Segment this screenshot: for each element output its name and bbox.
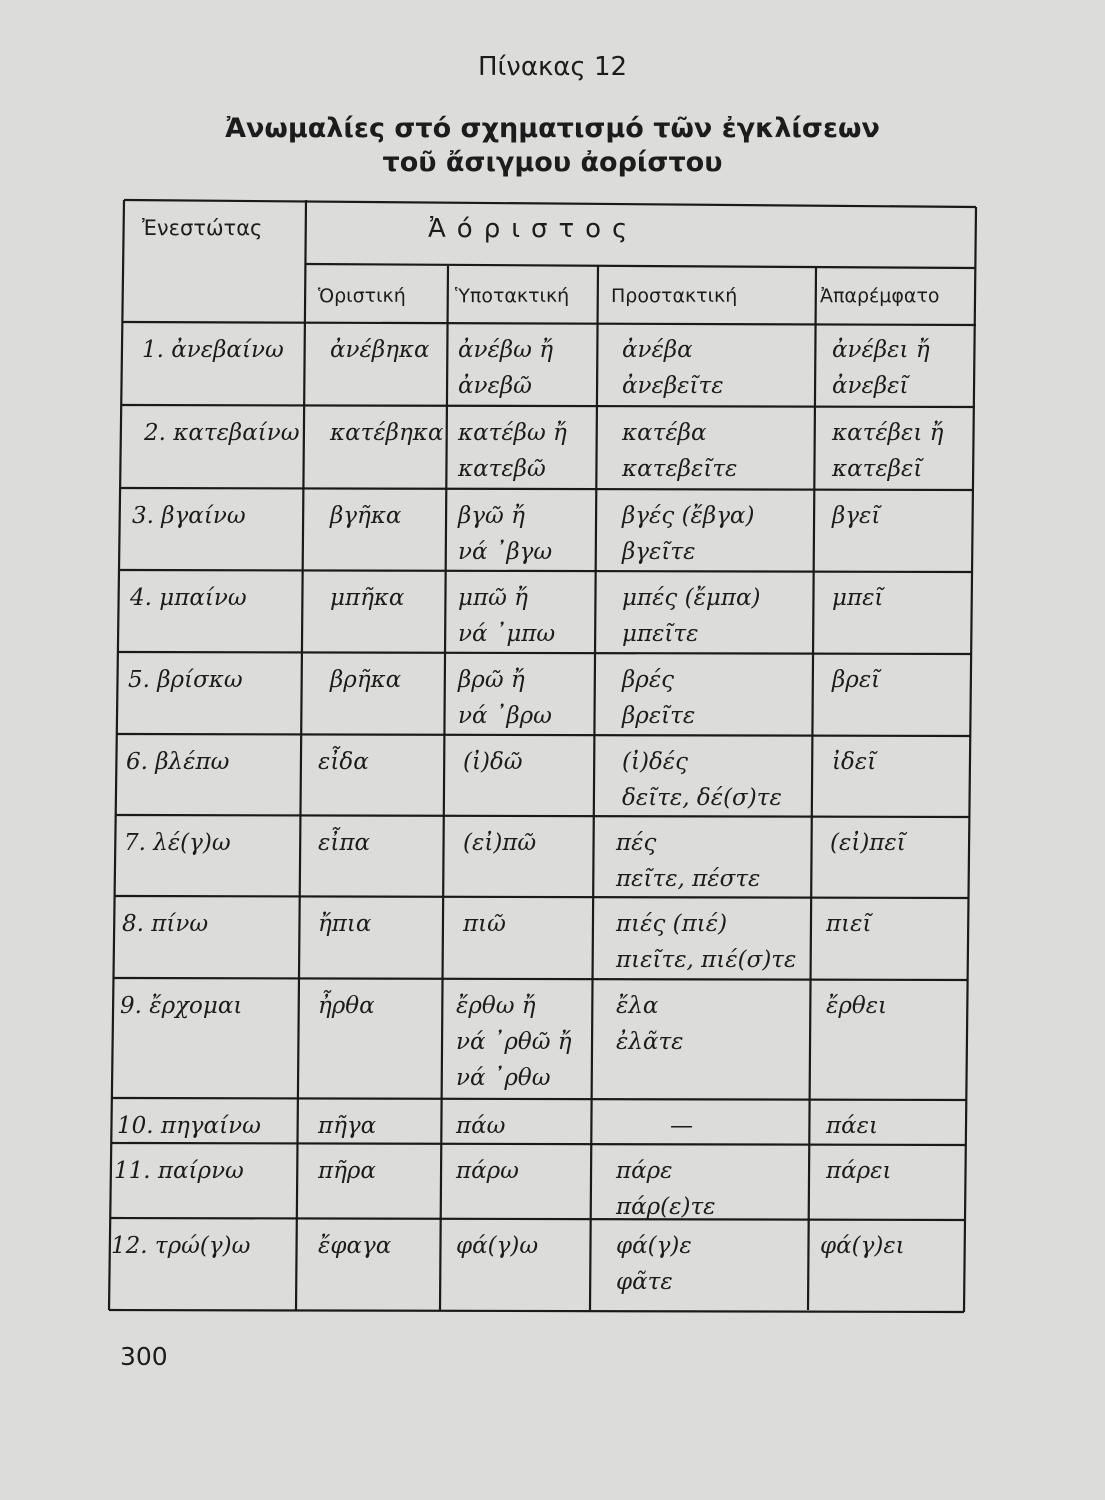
table-border-top: [124, 200, 976, 207]
cell-indicative: πῆγα: [318, 1113, 377, 1139]
cell-subjunctive: νά ᾿βρω: [458, 703, 552, 729]
cell-indicative: πῆρα: [318, 1158, 376, 1184]
cell-subjunctive: νά ᾿μπω: [458, 621, 556, 647]
cell-imperative: πεῖτε, πέστε: [616, 866, 761, 892]
cell-imperative: βρές: [622, 667, 675, 693]
cell-imperative: πάρε: [616, 1158, 673, 1184]
cell-subjunctive: νά ᾿βγω: [458, 539, 553, 565]
cell-imperative: πές: [616, 830, 657, 856]
header-bottom-line: [122, 322, 976, 325]
row-divider: [120, 570, 973, 572]
cell-infinitive: φά(γ)ει: [820, 1233, 905, 1259]
cell-subjunctive: πάω: [456, 1113, 506, 1139]
cell-present: 9. ἔρχομαι: [120, 993, 243, 1019]
table-border-bottom: [109, 1310, 964, 1312]
cell-infinitive: πάρει: [826, 1158, 892, 1184]
cell-imperative: ἀνέβα: [622, 337, 693, 363]
cell-indicative: ἔφαγα: [318, 1233, 392, 1259]
cell-infinitive: (εἰ)πεῖ: [830, 830, 906, 856]
cell-infinitive: πιεῖ: [826, 911, 872, 937]
cell-indicative: ἀνέβηκα: [330, 337, 430, 363]
row-divider: [114, 978, 968, 980]
cell-present: 5. βρίσκω: [128, 667, 243, 693]
cell-infinitive: κατεβεῖ: [832, 456, 923, 482]
title-line-1: Ἀνωμαλίες στό σχηματισμό τῶν ἐγκλίσεων: [225, 113, 880, 144]
row-divider: [118, 652, 972, 654]
cell-imperative: μπές (ἔμπα): [622, 585, 761, 611]
cell-subjunctive: πιῶ: [463, 911, 506, 937]
cell-present: 8. πίνω: [122, 911, 209, 937]
header-infinitive: Ἀπαρέμφατο: [820, 285, 940, 307]
header-present: Ἐνεστώτας: [142, 216, 263, 240]
cell-subjunctive: νά ᾿ρθω: [456, 1065, 551, 1091]
cell-imperative: δεῖτε, δέ(σ)τε: [622, 785, 782, 811]
row-divider: [122, 405, 975, 407]
cell-subjunctive: βρῶ ἤ: [458, 667, 525, 693]
cell-imperative: φά(γ)ε: [616, 1233, 692, 1259]
cell-imperative: κατεβεῖτε: [622, 456, 738, 482]
cell-indicative: βγῆκα: [330, 503, 402, 529]
cell-subjunctive: ἀνέβω ἤ: [458, 337, 553, 363]
cell-infinitive: ἀνεβεῖ: [832, 373, 909, 399]
cell-imperative: πιεῖτε, πιέ(σ)τε: [616, 947, 797, 973]
row-divider: [117, 734, 971, 736]
cell-present: 12. τρώ(γ)ω: [111, 1233, 251, 1259]
col-divider-subjunctive: [590, 266, 598, 1310]
cell-infinitive: βγεῖ: [832, 503, 881, 529]
cell-imperative: πιές (πιέ): [616, 911, 728, 937]
header-subjunctive: Ὑποτακτική: [455, 285, 570, 307]
table-border-right: [964, 207, 976, 1312]
col-divider-imperative: [808, 268, 816, 1310]
cell-imperative: ἔλα: [616, 993, 659, 1019]
cell-subjunctive: βγῶ ἤ: [458, 503, 525, 529]
cell-present: 7. λέ(γ)ω: [124, 830, 231, 856]
cell-infinitive: ἰδεῖ: [832, 749, 877, 775]
cell-subjunctive: φά(γ)ω: [456, 1233, 539, 1259]
cell-imperative: (ἰ)δές: [622, 749, 689, 775]
cell-indicative: μπῆκα: [330, 585, 405, 611]
page-number: 300: [120, 1342, 168, 1371]
cell-subjunctive: κατέβω ἤ: [458, 420, 567, 446]
cell-indicative: κατέβηκα: [330, 420, 444, 446]
cell-present: 6. βλέπω: [126, 749, 230, 775]
row-divider: [112, 1098, 967, 1100]
table-caption: Πίνακας 12: [477, 52, 628, 82]
cell-imperative: βρεῖτε: [622, 703, 696, 729]
cell-indicative: βρῆκα: [330, 667, 402, 693]
header-imperative: Προστακτική: [611, 285, 738, 307]
cell-indicative: ἤπια: [318, 911, 372, 937]
cell-infinitive: βρεῖ: [832, 667, 881, 693]
cell-imperative: φᾶτε: [616, 1269, 673, 1295]
cell-imperative: ἐλᾶτε: [616, 1029, 684, 1055]
cell-infinitive: πάει: [826, 1113, 879, 1139]
cell-subjunctive: (ἰ)δῶ: [463, 749, 523, 775]
cell-subjunctive: ἀνεβῶ: [458, 373, 532, 399]
cell-imperative: πάρ(ε)τε: [616, 1194, 716, 1220]
cell-present: 11. παίρνω: [114, 1158, 244, 1184]
cell-imperative: κατέβα: [622, 420, 707, 446]
cell-subjunctive: κατεβῶ: [458, 456, 546, 482]
cell-indicative: εἶδα: [318, 749, 369, 775]
cell-imperative: —: [670, 1113, 693, 1139]
cell-present: 4. μπαίνω: [130, 585, 247, 611]
row-divider: [115, 896, 969, 898]
cell-imperative: βγεῖτε: [622, 539, 696, 565]
row-divider: [110, 1218, 965, 1220]
cell-subjunctive: ἔρθω ἤ: [456, 993, 536, 1019]
header-indicative: Ὁριστική: [318, 285, 406, 307]
cell-imperative: ἀνεβεῖτε: [622, 373, 724, 399]
cell-infinitive: κατέβει ἤ: [832, 420, 944, 446]
cell-imperative: βγές (ἔβγα): [622, 503, 755, 529]
cell-indicative: ἦρθα: [318, 993, 375, 1019]
cell-subjunctive: νά ᾿ρθῶ ἤ: [456, 1029, 572, 1055]
cell-present: 2. κατεβαίνω: [144, 420, 300, 446]
cell-infinitive: ἔρθει: [826, 993, 888, 1019]
cell-imperative: μπεῖτε: [622, 621, 699, 647]
cell-subjunctive: (εἰ)πῶ: [463, 830, 537, 856]
cell-indicative: εἶπα: [318, 830, 371, 856]
title-line-2: τοῦ ἄσιγμου ἀορίστου: [382, 147, 723, 178]
row-divider: [116, 815, 970, 817]
cell-subjunctive: πάρω: [456, 1158, 519, 1184]
cell-present: 1. ἀνεβαίνω: [142, 337, 284, 363]
cell-present: 3. βγαίνω: [132, 503, 246, 529]
row-divider: [121, 488, 974, 490]
header-divider: [306, 264, 976, 268]
header-aorist: Ἀόριστος: [428, 214, 639, 244]
cell-infinitive: μπεῖ: [832, 585, 884, 611]
cell-infinitive: ἀνέβει ἤ: [832, 337, 930, 363]
cell-present: 10. πηγαίνω: [117, 1113, 261, 1139]
cell-subjunctive: μπῶ ἤ: [458, 585, 528, 611]
